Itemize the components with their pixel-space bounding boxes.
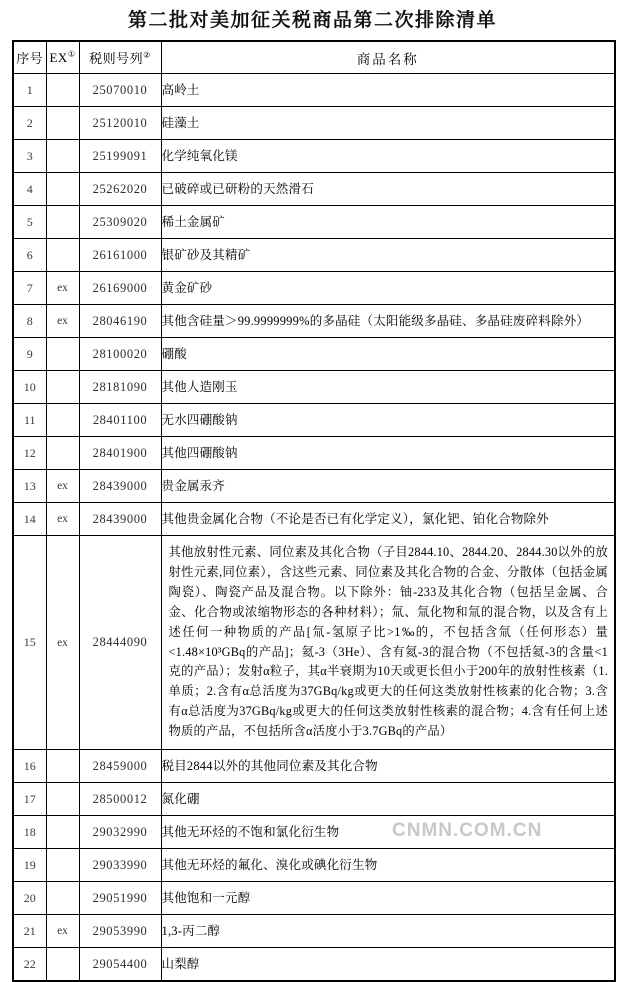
table-row bbox=[13, 536, 615, 750]
cell-ex bbox=[46, 849, 79, 882]
cell-tariff-code: 25309020 bbox=[79, 206, 161, 239]
cell-ex: ex bbox=[46, 503, 79, 536]
cell-ex bbox=[46, 371, 79, 404]
table-row bbox=[13, 107, 615, 140]
cell-tariff-code: 28100020 bbox=[79, 338, 161, 371]
cell-sequence: 1 bbox=[13, 74, 46, 107]
cell-sequence: 9 bbox=[13, 338, 46, 371]
cell-ex bbox=[46, 239, 79, 272]
cell-tariff-code: 29053990 bbox=[79, 915, 161, 948]
cell-product-name: 税目2844以外的其他同位素及其化合物 bbox=[161, 750, 615, 783]
cell-sequence: 7 bbox=[13, 272, 46, 305]
cell-sequence: 12 bbox=[13, 437, 46, 470]
cell-product-name: 稀土金属矿 bbox=[161, 206, 615, 239]
cell-ex bbox=[46, 882, 79, 915]
cell-product-name: 其他无环烃的不饱和氯化衍生物 bbox=[161, 816, 615, 849]
cell-sequence: 17 bbox=[13, 783, 46, 816]
table-row bbox=[13, 948, 615, 982]
cell-product-name: 硅藻土 bbox=[161, 107, 615, 140]
cell-product-name: 其他无环烃的氟化、溴化或碘化衍生物 bbox=[161, 849, 615, 882]
column-header-ex-label: EX bbox=[49, 49, 68, 65]
page-title: 第二批对美加征关税商品第二次排除清单 bbox=[127, 10, 497, 31]
column-header-sequence-label: 序号 bbox=[16, 51, 44, 66]
cell-product-name: 1,3-丙二醇 bbox=[161, 915, 615, 948]
table-container bbox=[12, 40, 614, 982]
cell-product-name: 硼酸 bbox=[161, 338, 615, 371]
cell-ex bbox=[46, 206, 79, 239]
footnote-marker-2: ② bbox=[143, 50, 151, 60]
cell-ex bbox=[46, 948, 79, 982]
table-row bbox=[13, 305, 615, 338]
cell-product-name: 氮化硼 bbox=[161, 783, 615, 816]
table-row bbox=[13, 849, 615, 882]
cell-product-name: 其他四硼酸钠 bbox=[161, 437, 615, 470]
table-row bbox=[13, 272, 615, 305]
cell-product-name: 其他饱和一元醇 bbox=[161, 882, 615, 915]
cell-tariff-code: 25120010 bbox=[79, 107, 161, 140]
cell-sequence: 2 bbox=[13, 107, 46, 140]
cell-sequence: 15 bbox=[13, 536, 46, 750]
watermark: CNMN.COM.CN bbox=[392, 820, 543, 841]
cell-product-name: 其他放射性元素、同位素及其化合物（子目2844.10、2844.20、2844.30以外的放射性元素,同位素），含这些元素、同位素及其化合物的合金、分散体（包括金属陶瓷）、陶瓷产品及混合物。以下除外：铀-233及其化合物（包括呈金属、合金、化合物或浓缩物形态的各种材料）；氚、氚化物和氚的混合物，以及含有上述任何一种物质的产品[氚-氢原子比>1‰的，不包括含氚（任何形态）量<1.48×10³GBq的产品]；氦-3（3He）、含有氦-3的混合物（不包括氦-3的含量<1克的产品）；发射α粒子，其α半衰期为10天或更长但小于200年的放射性核素（1.单质；2.含有α总活度为37GBq/kg或更大的任何这类放射性核素的化合物；3.含有α总活度为37GBq/kg或更大的任何这类放射性核素的混合物；4.含有任何上述物质的产品，不包括所含α活度小于3.7GBq的产品） bbox=[161, 536, 615, 750]
cell-tariff-code: 28439000 bbox=[79, 470, 161, 503]
cell-product-name: 化学纯氧化镁 bbox=[161, 140, 615, 173]
cell-ex: ex bbox=[46, 305, 79, 338]
column-header-product-name-label: 商品名称 bbox=[356, 51, 419, 67]
table-row bbox=[13, 338, 615, 371]
table-row bbox=[13, 783, 615, 816]
table-row bbox=[13, 437, 615, 470]
cell-ex bbox=[46, 783, 79, 816]
cell-ex bbox=[46, 816, 79, 849]
cell-tariff-code: 26169000 bbox=[79, 272, 161, 305]
cell-sequence: 4 bbox=[13, 173, 46, 206]
table-row bbox=[13, 503, 615, 536]
cell-product-name: 贵金属汞齐 bbox=[161, 470, 615, 503]
cell-ex: ex bbox=[46, 915, 79, 948]
column-header-product-name bbox=[161, 41, 615, 74]
cell-product-name: 其他贵金属化合物（不论是否已有化学定义），氯化钯、铂化合物除外 bbox=[161, 503, 615, 536]
table-row bbox=[13, 915, 615, 948]
cell-sequence: 5 bbox=[13, 206, 46, 239]
cell-ex bbox=[46, 74, 79, 107]
cell-sequence: 6 bbox=[13, 239, 46, 272]
cell-product-name: 其他含硅量＞99.9999999%的多晶硅（太阳能级多晶硅、多晶硅废碎料除外） bbox=[161, 305, 615, 338]
table-row bbox=[13, 750, 615, 783]
table-row bbox=[13, 404, 615, 437]
cell-tariff-code: 26161000 bbox=[79, 239, 161, 272]
cell-sequence: 21 bbox=[13, 915, 46, 948]
cell-product-name: 其他人造刚玉 bbox=[161, 371, 615, 404]
cell-ex: ex bbox=[46, 470, 79, 503]
table-row bbox=[13, 470, 615, 503]
header-row bbox=[13, 41, 615, 74]
cell-sequence: 16 bbox=[13, 750, 46, 783]
table-header bbox=[13, 41, 615, 74]
cell-product-name: 山梨醇 bbox=[161, 948, 615, 982]
column-header-tariff-code-label: 税则号列 bbox=[89, 51, 144, 66]
column-header-tariff-code bbox=[79, 41, 161, 74]
cell-tariff-code: 28444090 bbox=[79, 536, 161, 750]
cell-sequence: 11 bbox=[13, 404, 46, 437]
cell-sequence: 13 bbox=[13, 470, 46, 503]
cell-tariff-code: 28439000 bbox=[79, 503, 161, 536]
cell-ex bbox=[46, 750, 79, 783]
cell-ex: ex bbox=[46, 536, 79, 750]
table-row bbox=[13, 371, 615, 404]
cell-tariff-code: 25070010 bbox=[79, 74, 161, 107]
cell-sequence: 10 bbox=[13, 371, 46, 404]
cell-sequence: 19 bbox=[13, 849, 46, 882]
cell-sequence: 3 bbox=[13, 140, 46, 173]
cell-ex: ex bbox=[46, 272, 79, 305]
footnote-marker-1: ① bbox=[67, 49, 76, 59]
cell-tariff-code: 28459000 bbox=[79, 750, 161, 783]
cell-tariff-code: 29051990 bbox=[79, 882, 161, 915]
cell-product-name: 高岭土 bbox=[161, 74, 615, 107]
cell-tariff-code: 28500012 bbox=[79, 783, 161, 816]
table-row bbox=[13, 140, 615, 173]
cell-sequence: 20 bbox=[13, 882, 46, 915]
cell-ex bbox=[46, 437, 79, 470]
cell-ex bbox=[46, 404, 79, 437]
cell-tariff-code: 28401100 bbox=[79, 404, 161, 437]
table-row bbox=[13, 206, 615, 239]
cell-product-name: 银矿砂及其精矿 bbox=[161, 239, 615, 272]
table-row bbox=[13, 173, 615, 206]
column-header-ex bbox=[46, 41, 79, 74]
table-row bbox=[13, 816, 615, 849]
cell-ex bbox=[46, 338, 79, 371]
column-header-sequence bbox=[13, 41, 46, 74]
cell-tariff-code: 29054400 bbox=[79, 948, 161, 982]
cell-tariff-code: 28181090 bbox=[79, 371, 161, 404]
exclusion-list-table bbox=[12, 40, 616, 982]
cell-tariff-code: 28046190 bbox=[79, 305, 161, 338]
cell-ex bbox=[46, 173, 79, 206]
cell-ex bbox=[46, 140, 79, 173]
cell-tariff-code: 29033990 bbox=[79, 849, 161, 882]
cell-sequence: 22 bbox=[13, 948, 46, 982]
table-body bbox=[13, 74, 615, 982]
cell-sequence: 8 bbox=[13, 305, 46, 338]
cell-tariff-code: 29032990 bbox=[79, 816, 161, 849]
cell-tariff-code: 25262020 bbox=[79, 173, 161, 206]
table-row bbox=[13, 74, 615, 107]
table-row bbox=[13, 239, 615, 272]
table-row bbox=[13, 882, 615, 915]
cell-product-name: 黄金矿砂 bbox=[161, 272, 615, 305]
cell-product-name: 无水四硼酸钠 bbox=[161, 404, 615, 437]
cell-tariff-code: 25199091 bbox=[79, 140, 161, 173]
cell-tariff-code: 28401900 bbox=[79, 437, 161, 470]
cell-sequence: 14 bbox=[13, 503, 46, 536]
cell-product-name: 已破碎或已研粉的天然滑石 bbox=[161, 173, 615, 206]
cell-ex bbox=[46, 107, 79, 140]
cell-sequence: 18 bbox=[13, 816, 46, 849]
